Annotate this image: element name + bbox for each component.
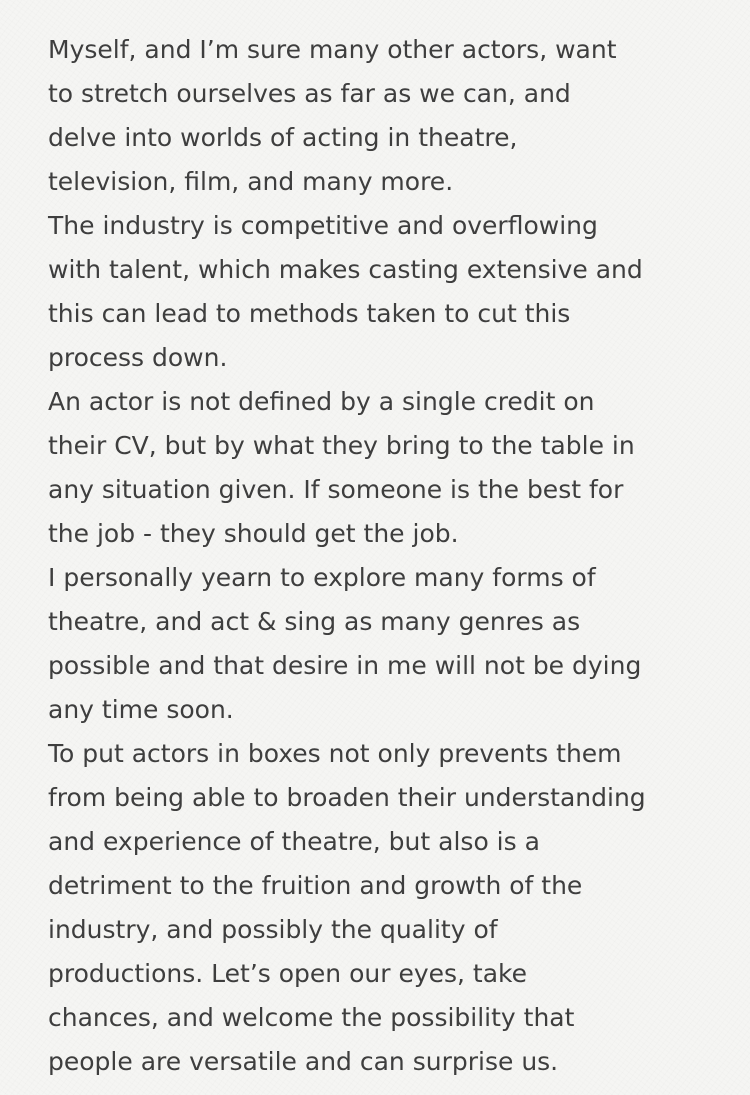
note-line: and experience of theatre, but also is a (48, 827, 540, 856)
note-line: people are versatile and can surprise us. (48, 1047, 559, 1076)
note-line: the job - they should get the job. (48, 519, 459, 548)
note-line: to stretch ourselves as far as we can, and (48, 79, 571, 108)
note-line: from being able to broaden their understanding (48, 783, 646, 812)
note-line: possible and that desire in me will not be dying (48, 651, 642, 680)
note-line: I personally yearn to explore many forms of (48, 563, 596, 592)
note-line: An actor is not defined by a single credit on (48, 387, 595, 416)
note-line: process down. (48, 343, 228, 372)
note-line: industry, and possibly the quality of (48, 915, 498, 944)
note-body (48, 28, 738, 1084)
note-line: chances, and welcome the possibility that (48, 1003, 575, 1032)
note-line: Myself, and I’m sure many other actors, want (48, 35, 617, 64)
note-line: theatre, and act & sing as many genres as (48, 607, 581, 636)
note-line: this can lead to methods taken to cut this (48, 299, 571, 328)
note-line: their CV, but by what they bring to the table in (48, 431, 635, 460)
note-line: any situation given. If someone is the best for (48, 475, 624, 504)
note-line: To put actors in boxes not only prevents them (48, 739, 622, 768)
note-line: productions. Let’s open our eyes, take (48, 959, 528, 988)
note-line: The industry is competitive and overflowing (48, 211, 598, 240)
note-line: television, film, and many more. (48, 167, 454, 196)
note-line: detriment to the fruition and growth of the (48, 871, 583, 900)
note-line: any time soon. (48, 695, 234, 724)
note-line: with talent, which makes casting extensive and (48, 255, 643, 284)
note-line: delve into worlds of acting in theatre, (48, 123, 518, 152)
